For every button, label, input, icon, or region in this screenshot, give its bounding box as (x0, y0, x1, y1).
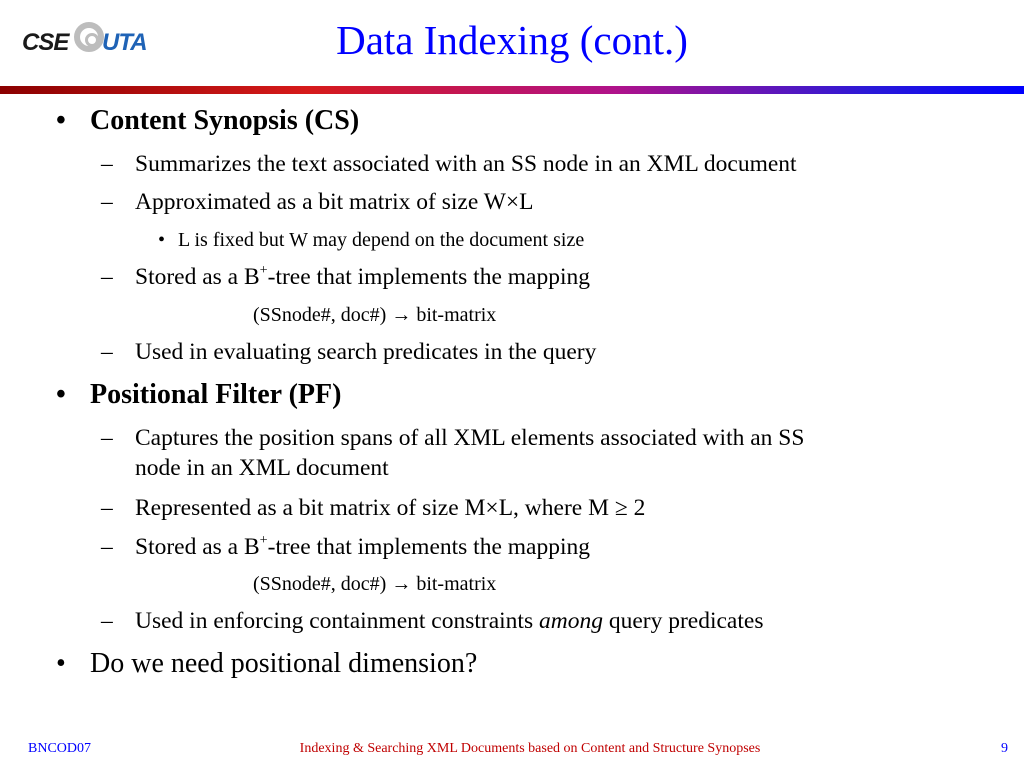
bullet-marker: • (56, 105, 66, 136)
logo-cse-text: CSE (22, 29, 69, 56)
sub-bullet-text-a: Used in enforcing containment constraints (135, 608, 539, 634)
bullet-positional-filter (56, 379, 342, 411)
sub-bullet (101, 423, 805, 453)
bullet-marker: • (56, 379, 66, 410)
at-sign-icon (74, 22, 104, 52)
sub-bullet-text-b: -tree that implements the mapping (267, 264, 591, 290)
dash-marker: – (101, 495, 113, 521)
bullet-question (56, 648, 478, 680)
dash-marker: – (101, 151, 113, 177)
sub-bullet (101, 262, 591, 292)
footer-conference: BNCOD07 (28, 741, 92, 756)
sub-bullet-continuation: node in an XML document (135, 455, 389, 481)
sub-sub-bullet (158, 228, 585, 252)
sub-sub-bullet-text: L is fixed but W may depend on the document size (178, 229, 585, 251)
bullet-heading: Content Synopsis (CS) (90, 105, 360, 136)
dash-marker: – (101, 264, 113, 290)
sub-bullet (101, 532, 591, 562)
mapping-line: (SSnode#, doc#) → bit-matrix (253, 304, 497, 326)
dash-marker: – (101, 339, 113, 365)
dash-marker: – (101, 534, 113, 560)
mapping-line: (SSnode#, doc#) → bit-matrix (253, 573, 497, 595)
logo-uta-text: UTA (102, 29, 147, 56)
dash-marker: – (101, 608, 113, 634)
title-divider (0, 86, 1024, 94)
bullet-marker: • (158, 229, 166, 251)
sub-bullet (101, 187, 534, 217)
sub-bullet-text-b: -tree that implements the mapping (267, 534, 591, 560)
dash-marker: – (101, 425, 113, 451)
emphasis-among: among (538, 608, 603, 634)
sub-bullet-text-a: Stored as a B (135, 534, 260, 560)
slide-title: Data Indexing (cont.) (336, 17, 688, 63)
superscript-plus: + (259, 532, 268, 549)
sub-bullet (101, 606, 764, 636)
sub-bullet-text: Used in evaluating search predicates in the query (135, 339, 597, 365)
superscript-plus: + (259, 262, 268, 279)
sub-bullet-text: Approximated as a bit matrix of size W×L (135, 189, 534, 215)
sub-bullet-text: Summarizes the text associated with an SS node in an XML document (135, 151, 797, 177)
bullet-heading: Do we need positional dimension? (90, 648, 478, 679)
bullet-marker: • (56, 648, 66, 679)
page-number: 9 (1001, 741, 1008, 756)
bullet-heading: Positional Filter (PF) (90, 379, 342, 410)
sub-bullet (101, 337, 597, 367)
sub-bullet (101, 493, 646, 523)
footer-title: Indexing & Searching XML Documents based on Content and Structure Synopses (299, 741, 761, 756)
sub-bullet-text-b: query predicates (602, 608, 764, 634)
bullet-content-synopsis (56, 105, 360, 137)
sub-bullet-text-a: Stored as a B (135, 264, 260, 290)
sub-bullet-text: Captures the position spans of all XML elements associated with an SS (135, 425, 805, 451)
sub-bullet-text: Represented as a bit matrix of size M×L, where M ≥ 2 (135, 495, 646, 521)
cse-uta-logo (22, 20, 162, 70)
dash-marker: – (101, 189, 113, 215)
sub-bullet (101, 149, 797, 179)
